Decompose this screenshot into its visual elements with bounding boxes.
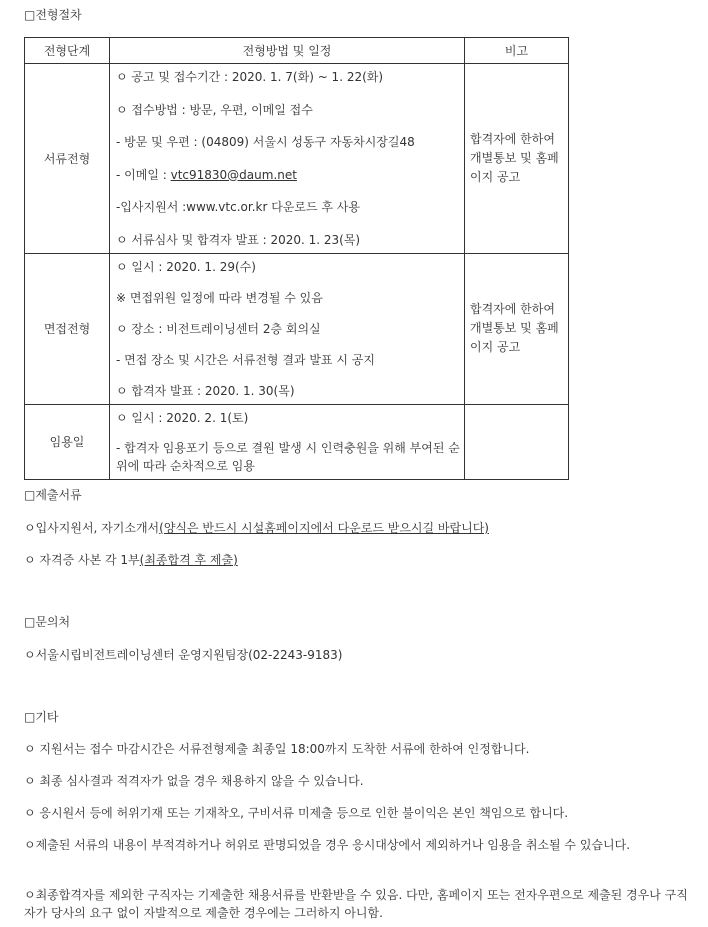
note-cell: 합격자에 한하여 개별통보 및 홈페이지 공고: [465, 64, 569, 254]
header-method: 전형방법 및 일정: [110, 38, 465, 64]
note-cell: [465, 404, 569, 479]
method-line: ㅇ 접수방법 : 방문, 우편, 이메일 접수: [116, 102, 313, 117]
section-title-documents: □제출서류: [24, 488, 82, 502]
method-line: - 방문 및 우편 : (04809) 서울시 성동구 자동차시장길48: [116, 135, 415, 149]
etc-item: ㅇ제출된 서류의 내용이 부적격하거나 허위로 판명되었을 경우 응시대상에서 제외하거나 임용을 취소될 수 있습니다.: [24, 838, 631, 852]
table-header-row: [25, 38, 569, 64]
method-line: ㅇ 서류심사 및 합격자 발표 : 2020. 1. 23(목): [116, 232, 361, 247]
email-link[interactable]: vtc91830@daum.net: [170, 167, 297, 182]
table-row: [25, 253, 569, 404]
method-line: -입사지원서 :www.vtc.or.kr 다운로드 후 사용: [116, 200, 360, 214]
method-cell: [110, 253, 465, 404]
method-line: ㅇ 일시 : 2020. 1. 29(수): [116, 259, 256, 274]
note-cell: 합격자에 한하여 개별통보 및 홈페이지 공고: [465, 253, 569, 404]
etc-item: ㅇ 지원서는 접수 마감시간은 서류전형제출 최종일 18:00까지 도착한 서류에 한하여 인정합니다.: [24, 742, 530, 756]
section-title-contact: □문의처: [24, 615, 71, 629]
method-line: - 면접 장소 및 시간은 서류전형 결과 발표 시 공지: [116, 352, 375, 367]
document-item: ㅇ입사지원서, 자기소개서(양식은 반드시 시설홈페이지에서 다운로드 받으시길 바랍니다): [24, 521, 489, 535]
method-cell: [110, 404, 465, 479]
method-line: ㅇ 장소 : 비전트레이닝센터 2층 회의실: [116, 321, 321, 336]
etc-item: ㅇ 응시원서 등에 허위기재 또는 기재착오, 구비서류 미제출 등으로 인한 불이익은 본인 책임으로 합니다.: [24, 806, 569, 820]
stage-cell: 면접전형: [25, 253, 110, 404]
method-cell: [110, 64, 465, 254]
section-title-etc: □기타: [24, 710, 59, 724]
stage-cell: 서류전형: [25, 64, 110, 254]
method-line: ㅇ 일시 : 2020. 2. 1(토): [116, 410, 249, 425]
header-note: 비고: [465, 38, 569, 64]
method-line: ㅇ 공고 및 접수기간 : 2020. 1. 7(화) ~ 1. 22(화): [116, 70, 384, 84]
table-row: [25, 64, 569, 254]
procedure-table: [24, 37, 569, 480]
method-line: [116, 166, 460, 184]
header-stage: 전형단계: [25, 38, 110, 64]
method-line: ※ 면접위원 일정에 따라 변경될 수 있음: [116, 290, 323, 305]
stage-cell: 임용일: [25, 404, 110, 479]
document-item: ㅇ 자격증 사본 각 1부(최종합격 후 제출): [24, 553, 238, 567]
method-line: ㅇ 합격자 발표 : 2020. 1. 30(목): [116, 383, 295, 398]
etc-item: ㅇ최종합격자를 제외한 구직자는 기제출한 채용서류를 반환받을 수 있음. 다만, 홈페이지 또는 전자우편으로 제출된 경우나 구직자가 당사의 요구 없이 자발적으로 제출한 경우에는 그러하지 아니함.: [24, 888, 688, 920]
contact-text: ㅇ서울시립비전트레이닝센터 운영지원팀장(02-2243-9183): [24, 648, 343, 662]
section-title-procedure: □전형절차: [24, 8, 82, 22]
method-line: - 합격자 임용포기 등으로 결원 발생 시 인력충원을 위해 부여된 순위에 따라 순차적으로 임용: [116, 440, 460, 473]
table-row: [25, 404, 569, 479]
email-label: - 이메일 :: [116, 167, 171, 182]
etc-item: ㅇ 최종 심사결과 적격자가 없을 경우 채용하지 않을 수 있습니다.: [24, 774, 364, 788]
